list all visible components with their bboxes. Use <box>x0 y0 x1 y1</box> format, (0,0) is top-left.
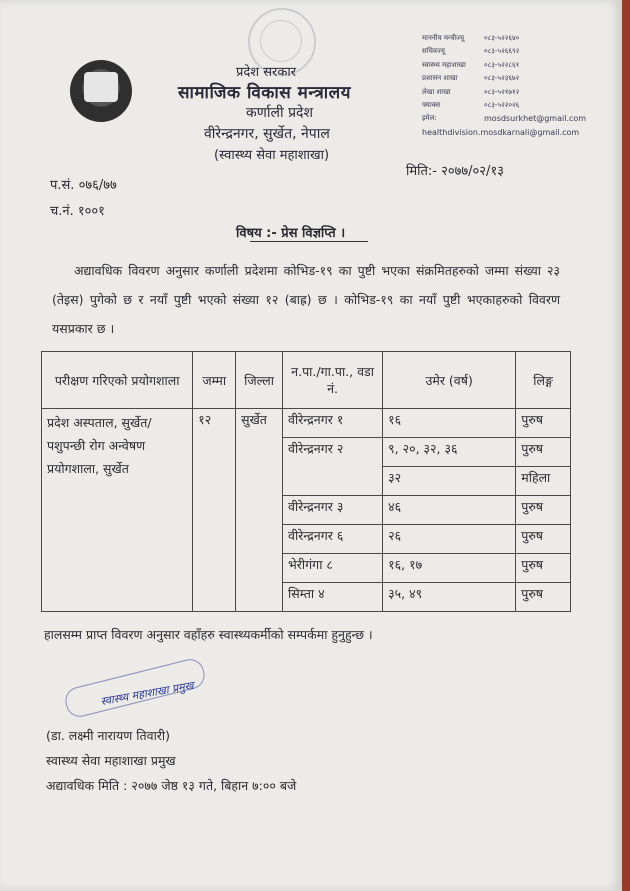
contact-row: प्रशासन शाखा ०८३-५२३६७२ <box>422 74 520 83</box>
column-header-lab: परीक्षण गरिएको प्रयोगशाला <box>42 352 193 409</box>
ward-cell: सिम्ता ४ <box>283 583 383 612</box>
contact-row: सचिवज्यू ०८३-५२६६९२ <box>422 47 520 56</box>
sex-cell: पुरुष <box>516 525 571 554</box>
ward-cell: वीरेन्द्रनगर १ <box>283 409 383 438</box>
age-cell: १६ <box>383 409 516 438</box>
ward-cell: वीरेन्द्रनगर ६ <box>283 525 383 554</box>
age-cell: ९, २०, ३२, ३६ <box>383 438 516 467</box>
header-division: (स्वास्थ्य सेवा महाशाखा) <box>214 148 330 163</box>
dispatch-number: च.नं. १००१ <box>50 204 105 219</box>
age-cell: ४६ <box>383 496 516 525</box>
subject-underline <box>250 241 368 242</box>
lab-cell: प्रदेश अस्पताल, सुर्खेत/ पशुपन्छी रोग अन्वेषण प्रयोगशाला, सुर्खेत <box>42 409 193 612</box>
paragraph-first-line: अद्यावधिक विवरण अनुसार कर्णाली प्रदेशमा कोभिड-१९ का पुष्टी भएका <box>74 263 410 278</box>
body-paragraph <box>52 256 560 343</box>
contact-row: इमेल: mosdsurkhet@gmail.com <box>422 114 587 124</box>
age-cell: ३२ <box>383 467 516 496</box>
header-province: कर्णाली प्रदेश <box>246 105 313 121</box>
district-cell: सुर्खेत <box>236 409 283 612</box>
header-address: वीरेन्द्रनगर, सुर्खेत, नेपाल <box>204 126 330 142</box>
contact-row: लेखा शाखा ०८३-५२१७१२ <box>422 87 520 96</box>
column-header-ward: न.पा./गा.पा., वडा नं. <box>283 352 383 409</box>
updated-date: अद्यावधिक मिति : २०७७ जेष्ठ १३ गते, बिहान ७:०० बजे <box>46 778 297 793</box>
signatory-name: (डा. लक्ष्मी नारायण तिवारी) <box>46 728 171 743</box>
letter-date: मिति:- २०७७/०२/१३ <box>406 164 504 179</box>
column-header-district: जिल्ला <box>236 352 283 409</box>
ward-cell: वीरेन्द्रनगर ३ <box>283 496 383 525</box>
contact-list <box>422 32 592 139</box>
contact-row: फ्याक्स ०८३-५२२०२६ <box>422 101 520 110</box>
sex-cell: पुरुष <box>516 409 571 438</box>
sex-cell: पुरुष <box>516 438 571 467</box>
total-cell: १२ <box>193 409 236 612</box>
sex-cell: पुरुष <box>516 496 571 525</box>
table-header-row <box>42 352 571 409</box>
signatory-title: स्वास्थ्य सेवा महाशाखा प्रमुख <box>46 753 176 768</box>
ward-cell: भेरीगंगा ८ <box>283 554 383 583</box>
paragraph-rest: संक्रमितहरुको जम्मा संख्या २३ (तेइस) पुगेको छ र नयाँ पुष्टी भएको संख्या १२ (बाह्र) छ । कोभिड-१९ का नयाँ पुष्टी भएकाहरुको विवरण यसप्रकार छ । <box>52 263 561 336</box>
reference-number: प.सं. ०७६/७७ <box>50 178 117 193</box>
case-details-table <box>41 351 571 612</box>
ministry-title: सामाजिक विकास मन्त्रालय <box>178 83 352 103</box>
age-cell: २६ <box>383 525 516 554</box>
column-header-age: उमेर (वर्ष) <box>383 352 516 409</box>
sex-cell: पुरुष <box>516 554 571 583</box>
subject-heading: विषय :- प्रेस विज्ञप्ति । <box>236 226 346 241</box>
contact-row: माननीय मन्त्रीज्यू ०८३-५२२६४० <box>422 34 520 42</box>
header-line-1: प्रदेश सरकार <box>236 65 297 80</box>
sex-cell: पुरुष <box>516 583 571 612</box>
sex-cell: महिला <box>516 467 571 496</box>
contact-row: healthdivision.mosdkarnali@gmail.com <box>422 127 580 137</box>
age-cell: १६, १७ <box>383 554 516 583</box>
table-row <box>42 409 571 438</box>
column-header-sex: लिङ्ग <box>516 352 571 409</box>
contact-note: हालसम्म प्राप्त विवरण अनुसार वहाँहरु स्वास्थ्यकर्मीको सम्पर्कमा हुनुहुन्छ । <box>44 627 373 642</box>
stamp-text: स्वास्थ्य महाशाखा प्रमुख <box>99 678 195 709</box>
age-cell: ३५, ४९ <box>383 583 516 612</box>
ward-cell: वीरेन्द्रनगर २ <box>283 438 383 496</box>
government-emblem-icon <box>70 60 132 122</box>
column-header-total: जम्मा <box>193 352 236 409</box>
contact-row: स्वास्थ्य महाशाखा ०८३-५२२८६१ <box>422 60 520 69</box>
